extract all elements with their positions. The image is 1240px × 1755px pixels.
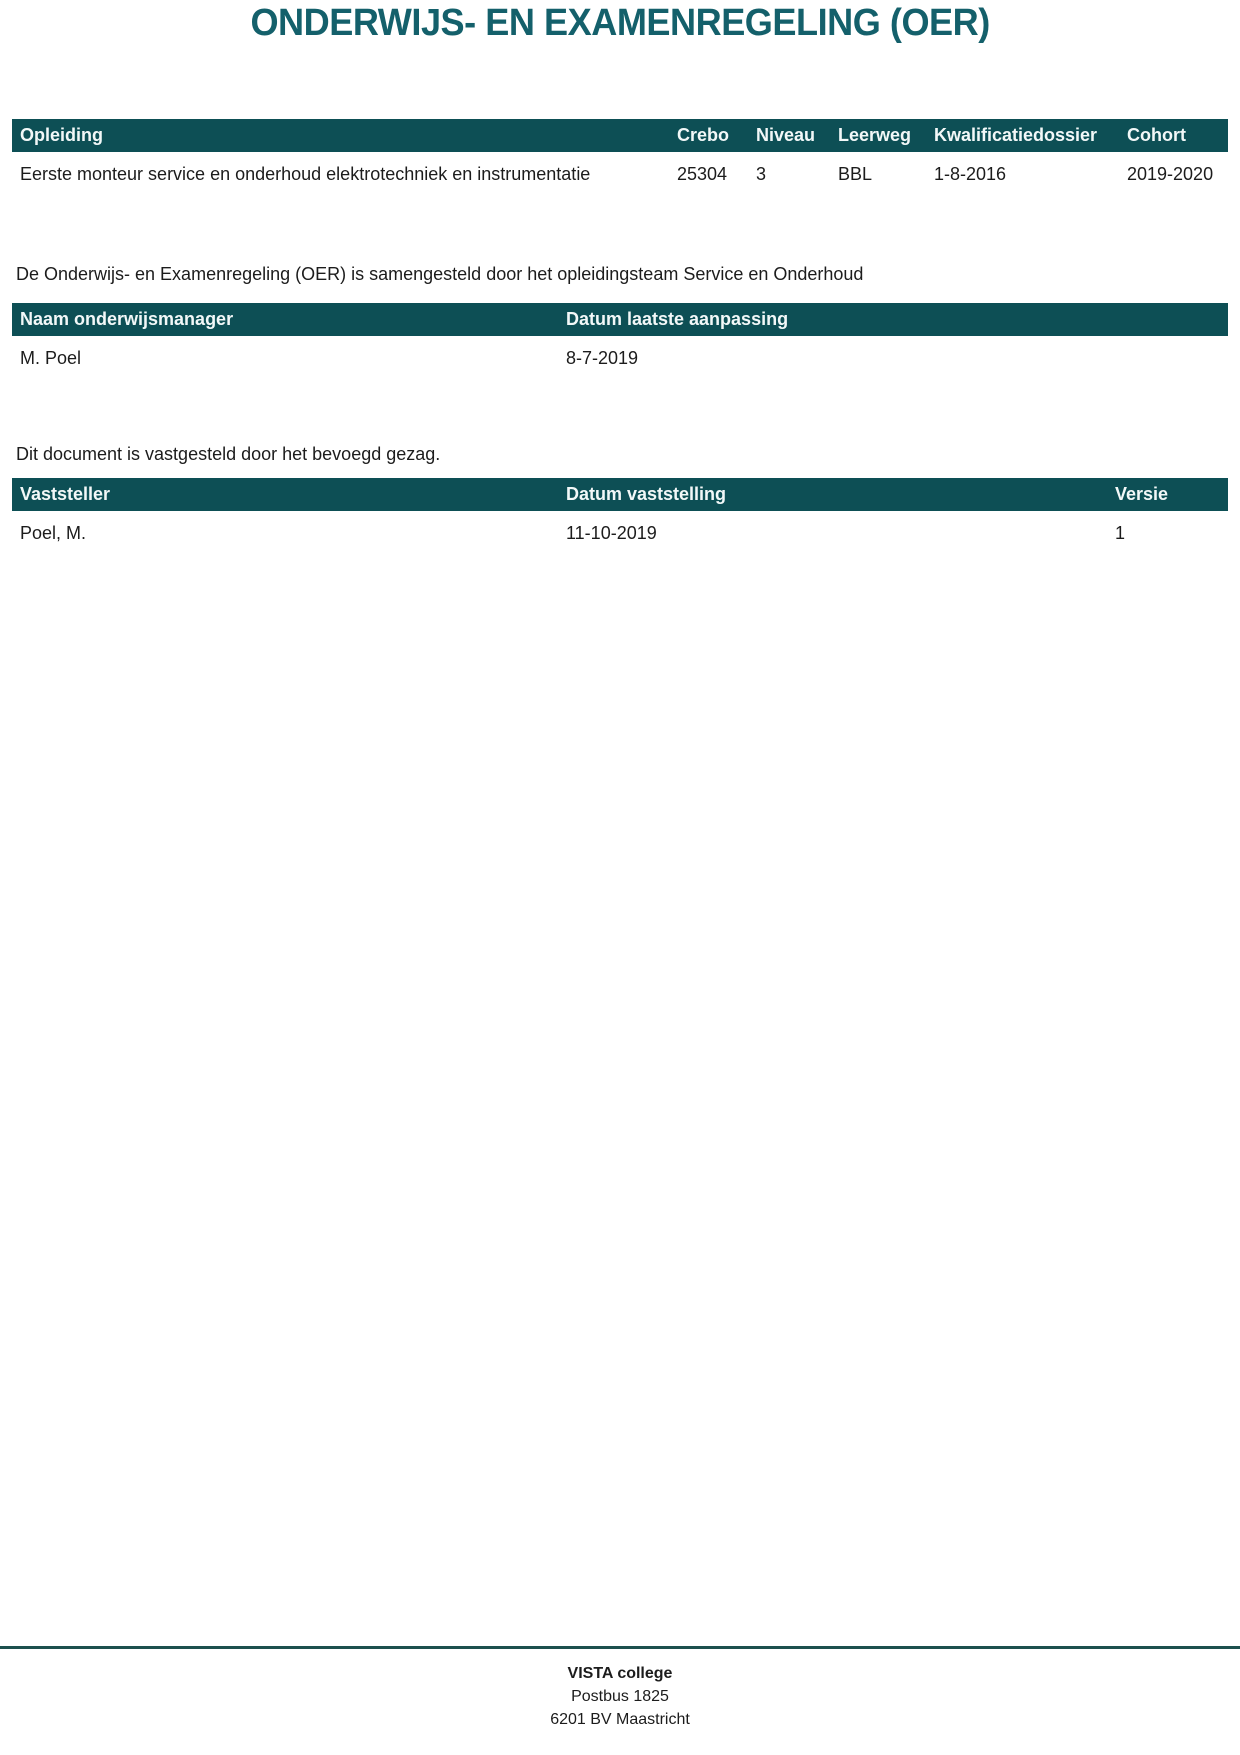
column-header-niveau: Niveau [748,119,830,152]
cell-crebo: 25304 [677,164,728,184]
footer-address-line-2: 6201 BV Maastricht [550,1711,690,1728]
cell-niveau: 3 [756,164,767,184]
program-table-header-row [12,119,1228,152]
cell-datum-laatste-aanpassing: 8-7-2019 [566,348,639,368]
approval-table [12,478,1228,544]
column-header-opleiding: Opleiding [12,119,669,152]
column-header-kwalificatiedossier: Kwalificatiedossier [926,119,1119,152]
page-title-text: ONDERWIJS- EN EXAMENREGELING (OER) [250,2,990,44]
cell-versie: 1 [1115,523,1126,543]
approval-table-row [12,511,1228,544]
program-table [12,119,1228,185]
footer-divider [0,1646,1240,1649]
column-header-cohort: Cohort [1119,119,1228,152]
page-title [0,2,1240,45]
cell-datum-vaststelling: 11-10-2019 [566,523,657,543]
column-header-datum-vaststelling: Datum vaststelling [558,478,1107,511]
composition-table [12,303,1228,369]
column-header-datum-laatste-aanpassing: Datum laatste aanpassing [558,303,1228,336]
cell-kwalificatiedossier: 1-8-2016 [934,164,1007,184]
cell-cohort: 2019-2020 [1127,164,1214,184]
approval-intro-text: Dit document is vastgesteld door het bevoegd gezag. [16,444,441,464]
composition-table-row [12,336,1228,369]
composition-intro-text: De Onderwijs- en Examenregeling (OER) is samengesteld door het opleidingsteam Service en Onderhoud [16,264,864,284]
approval-table-header-row [12,478,1228,511]
footer-organization: VISTA college [567,1665,673,1682]
column-header-vaststeller: Vaststeller [12,478,558,511]
footer-address-line-1: Postbus 1825 [571,1688,669,1705]
program-table-row [12,152,1228,185]
column-header-leerweg: Leerweg [830,119,926,152]
cell-vaststeller: Poel, M. [20,523,87,543]
cell-leerweg: BBL [838,164,873,184]
column-header-crebo: Crebo [669,119,748,152]
column-header-versie: Versie [1107,478,1228,511]
composition-table-header-row [12,303,1228,336]
cell-naam-onderwijsmanager: M. Poel [20,348,82,368]
column-header-naam-onderwijsmanager: Naam onderwijsmanager [12,303,558,336]
footer [0,1662,1240,1731]
cell-opleiding: Eerste monteur service en onderhoud elektrotechniek en instrumentatie [20,164,591,184]
